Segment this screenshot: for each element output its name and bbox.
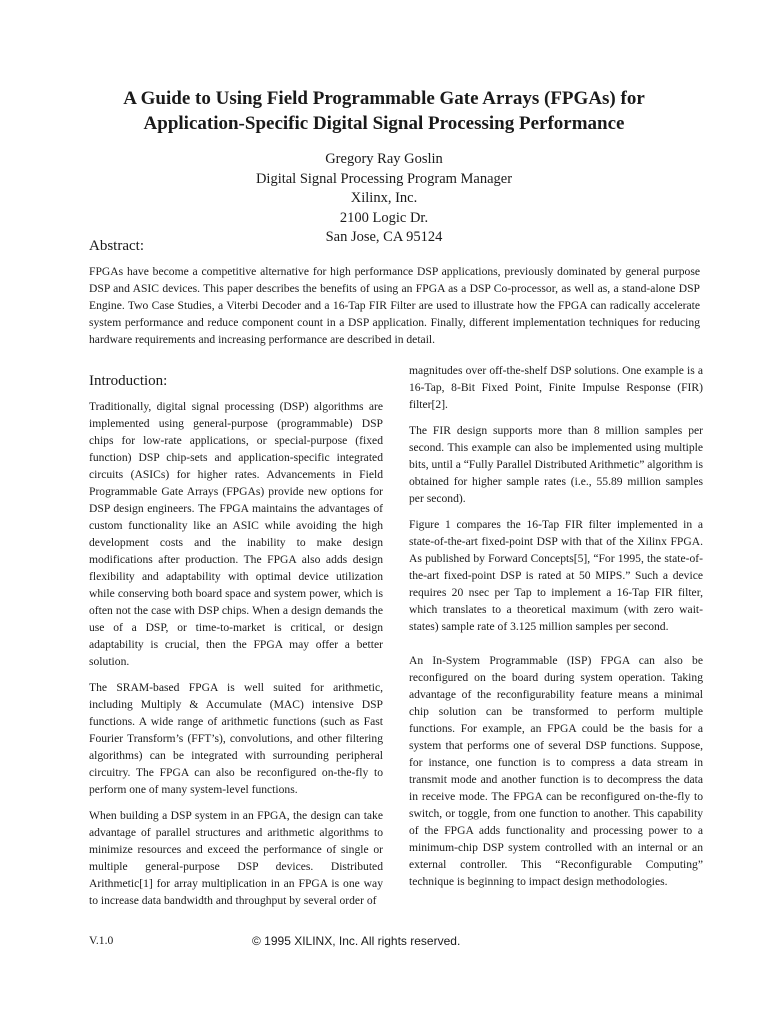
right-paragraph-2: The FIR design supports more than 8 million samples per second. This example can also be implemented using multiple bits, until a “Fully Parallel Distributed Arithmetic” algorithm is obtained for higher sample rates (i.e., 55.89 million samples per second). [409, 424, 703, 505]
right-paragraph-4: An In-System Programmable (ISP) FPGA can also be reconfigured on the board during system operation. Taking advantage of the reconfigurability feature means a minimal chip solution can be transformed to perform multiple functions. For example, an FPGA could be the basis for a system that performs one of several DSP functions. Suppose, for instance, one function is to compress a data stream in transmit mode and another function is to decompress the data in receive mode. The FPGA can be reconfigured on-the-fly to switch, or toggle, from one function to another. This capability of the FPGA adds functionality and processing power to a minimum-chip DSP system controlled with an internal or an external controller. This “Reconfigurable Computing” technique is beginning to impact design methodologies. [409, 654, 703, 888]
author-company: Xilinx, Inc. [350, 190, 418, 206]
author-city: San Jose, CA 95124 [325, 229, 443, 245]
intro-paragraph-3: When building a DSP system in an FPGA, the design can take advantage of parallel structures and arithmetic algorithms to minimize resources and exceed the performance of single or multiple general-purpose DSP devices. Distributed Arithmetic[1] for array multiplication in an FPGA is one way to increase data bandwidth and throughput by several order of [89, 809, 383, 907]
paper-title [60, 86, 708, 136]
title-line-1: A Guide to Using Field Programmable Gate Arrays (FPGAs) for [123, 88, 645, 109]
intro-paragraph-1: Traditionally, digital signal processing (DSP) algorithms are implemented using general-purpose (programmable) DSP chips for low-rate applications, or special-purpose (fixed function) DSP chip-sets and application-specific integrated circuits (ASICs) for higher rates. Advancements in Field Programmable Gate Arrays (FPGAs) provide new options for DSP design engineers. The FPGA maintains the advantages of custom functionality like an ASIC while avoiding the high development costs and the inability to make design modifications after production. The FPGA also adds design flexibility and adaptability with optimal device utilization while conserving both board space and system power, which is often not the case with DSP chips. When a design demands the use of a DSP, or time-to-market is critical, or design adaptability is crucial, then the FPGA may offer a better solution. [89, 400, 383, 668]
left-column [89, 362, 383, 918]
abstract-text: FPGAs have become a competitive alternative for high performance DSP applications, previously dominated by general purpose DSP and ASIC devices. This paper describes the benefits of using an FPGA as a DSP Co-processor, as well as, a stand-alone DSP Engine. Two Case Studies, a Viterbi Decoder and a 16-Tap FIR Filter are used to illustrate how the FPGA can radically accelerate system performance and reduce component count in a DSP application. Finally, different implementation techniques for reducing hardware requirements and increasing performance are described in detail. [89, 265, 700, 346]
introduction-heading: Introduction: [89, 373, 168, 389]
author-block [60, 150, 708, 248]
author-street: 2100 Logic Dr. [339, 209, 429, 226]
right-paragraph-1: magnitudes over off-the-shelf DSP solutions. One example is a 16-Tap, 8-Bit Fixed Point, Finite Impulse Response (FIR) filter[2]. [409, 364, 703, 411]
author-name: Gregory Ray Goslin [325, 151, 443, 167]
footer-copyright: © 1995 XILINX, Inc. All rights reserved. [252, 934, 461, 948]
title-line-2: Application-Specific Digital Signal Processing Performance [143, 113, 625, 134]
footer-version: V.1.0 [89, 934, 114, 947]
right-paragraph-3: Figure 1 compares the 16-Tap FIR filter implemented in a state-of-the-art fixed-point DSP with that of the Xilinx FPGA. As published by Forward Concepts[5], “For 1995, the state-of-the-art fixed-point DSP is rated at 50 MIPS.” Such a device requires 20 nsec per Tap to implement a 16-Tap FIR filter, which translates to a theoretical maximum (with zero wait-states) sample rate of 3.125 million samples per second. [409, 518, 703, 633]
abstract-heading: Abstract: [89, 238, 144, 254]
author-role: Digital Signal Processing Program Manager [255, 170, 513, 187]
intro-paragraph-2: The SRAM-based FPGA is well suited for arithmetic, including Multiply & Accumulate (MAC) intensive DSP functions. A wide range of arithmetic functions (such as Fast Fourier Transform’s (FFT’s), convolutions, and other filtering algorithms) can be integrated with surrounding peripheral circuitry. The FPGA can also be reconfigured on-the-fly to perform one of many system-level functions. [89, 681, 383, 796]
right-column [409, 362, 703, 899]
